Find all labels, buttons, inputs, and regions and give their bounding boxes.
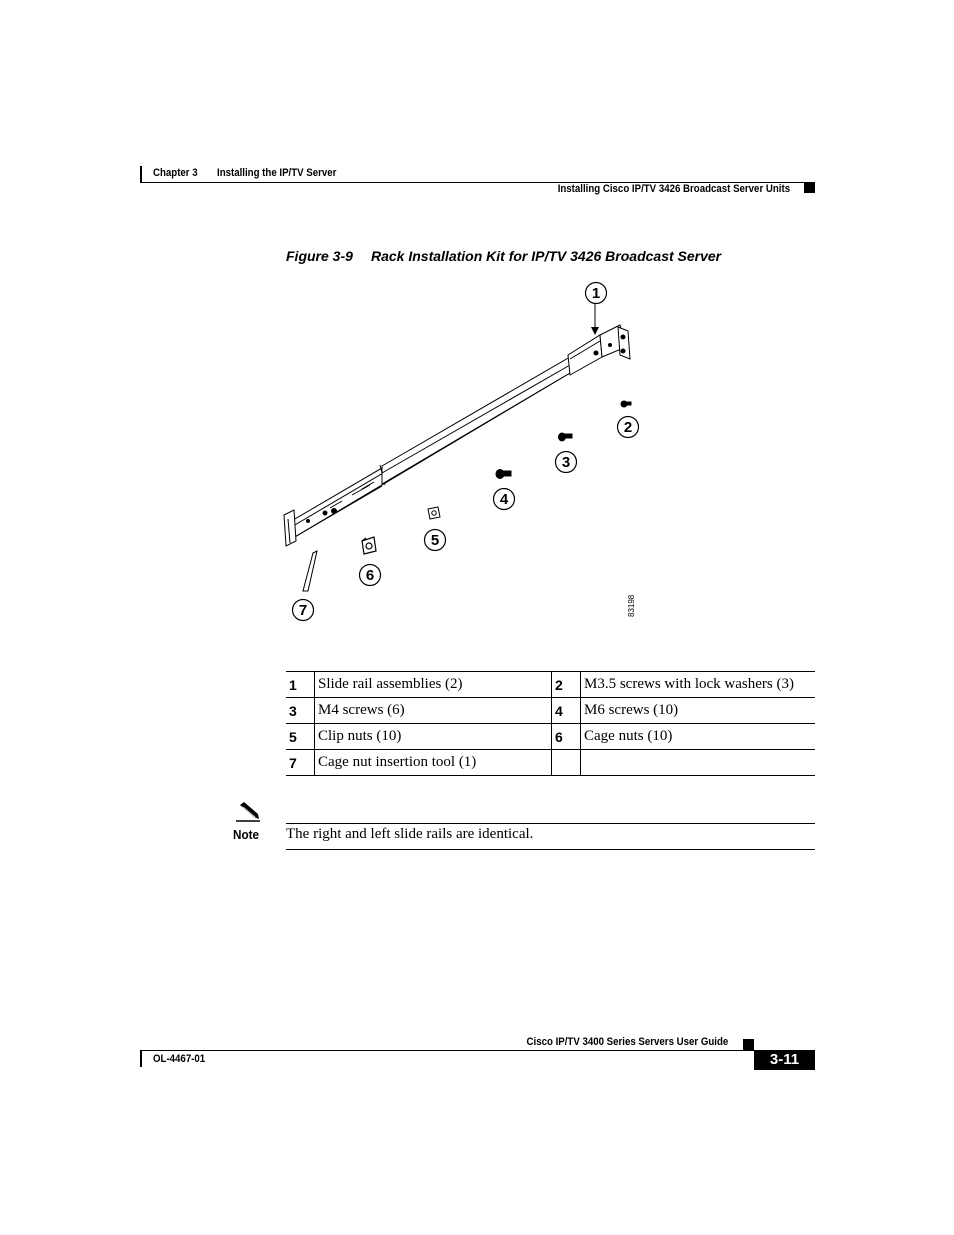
item-description: M4 screws (6)	[315, 698, 552, 724]
table-row	[286, 724, 815, 750]
item-number: 5	[286, 724, 315, 750]
item-number: 1	[286, 672, 315, 698]
header-left-bar	[140, 166, 142, 183]
item-number: 6	[552, 724, 581, 750]
callout-6-label: 6	[365, 567, 375, 584]
item-description: M6 screws (10)	[581, 698, 816, 724]
note-bottom-rule	[286, 849, 815, 850]
footer-guide-title: Cisco IP/TV 3400 Series Servers User Guide	[526, 1036, 728, 1048]
footer-rule	[140, 1050, 815, 1051]
item-number: 7	[286, 750, 315, 776]
item-number: 4	[552, 698, 581, 724]
slide-rail-assembly	[284, 325, 633, 546]
item-description: M3.5 screws with lock washers (3)	[581, 672, 816, 698]
item-number: 2	[552, 672, 581, 698]
item-description: Slide rail assemblies (2)	[315, 672, 552, 698]
table-row	[286, 672, 815, 698]
figure-label: Figure 3-9	[286, 248, 353, 264]
cage-nut-icon	[362, 537, 376, 554]
note-text: The right and left slide rails are identical.	[286, 826, 534, 842]
parts-table	[286, 671, 815, 776]
note-label: Note	[233, 827, 260, 842]
clip-nut-icon	[428, 507, 440, 519]
item-description: Cage nuts (10)	[581, 724, 816, 750]
header-section-title: Installing Cisco IP/TV 3426 Broadcast Server Units	[557, 183, 790, 195]
table-row	[286, 750, 815, 776]
item-description	[581, 750, 816, 776]
figure-title: Rack Installation Kit for IP/TV 3426 Broadcast Server	[371, 248, 722, 264]
callout-4-label: 4	[499, 491, 509, 508]
page-number: 3-11	[754, 1050, 815, 1070]
rack-kit-illustration	[270, 275, 670, 635]
header-chapter: Chapter 3	[153, 167, 198, 179]
callout-5-label: 5	[430, 532, 440, 549]
footer-left-bar	[140, 1050, 142, 1067]
header-chapter-title: Installing the IP/TV Server	[217, 167, 337, 179]
pencil-note-icon	[234, 801, 262, 825]
item-description: Cage nut insertion tool (1)	[315, 750, 552, 776]
item-description: Clip nuts (10)	[315, 724, 552, 750]
screw-m4-icon	[559, 433, 573, 441]
header-marker-block	[804, 182, 815, 193]
callout-2-label: 2	[623, 419, 633, 436]
item-number: 3	[286, 698, 315, 724]
item-number	[552, 750, 581, 776]
cage-nut-tool-icon	[303, 551, 317, 591]
table-row	[286, 698, 815, 724]
callout-3-label: 3	[561, 454, 571, 471]
footer-marker-block	[743, 1039, 754, 1050]
callout-1-label: 1	[591, 285, 601, 302]
callout-7-label: 7	[298, 602, 308, 619]
footer-doc-number: OL-4467-01	[153, 1053, 206, 1065]
screw-m6-icon	[496, 470, 511, 479]
figure-art-id: 83198	[627, 594, 636, 617]
note-top-rule	[286, 823, 815, 824]
screw-m35-icon	[621, 401, 631, 407]
